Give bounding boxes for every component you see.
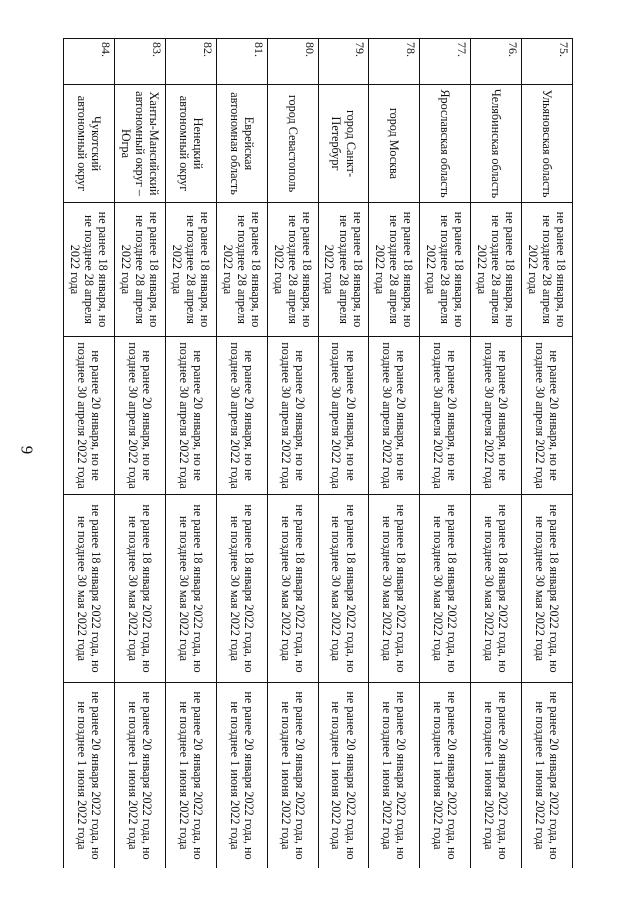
date-cell: не ранее 20 января, но не позднее 30 апреля 2022 года xyxy=(267,337,318,495)
table-row xyxy=(216,39,267,869)
date-cell: не ранее 20 января 2022 года, но не позднее 1 июня 2022 года xyxy=(471,683,522,869)
table-row xyxy=(267,39,318,869)
date-cell: не ранее 18 января 2022 года, но не позднее 30 мая 2022 года xyxy=(420,495,471,683)
row-number: 83. xyxy=(114,39,165,85)
date-cell: не ранее 18 января, но не позднее 28 апреля 2022 года xyxy=(471,203,522,337)
date-cell: не ранее 20 января 2022 года, но не позднее 1 июня 2022 года xyxy=(318,683,369,869)
date-cell: не ранее 18 января, но не позднее 28 апреля 2022 года xyxy=(420,203,471,337)
table-row xyxy=(114,39,165,869)
row-number: 75. xyxy=(522,39,573,85)
date-cell: не ранее 20 января, но не позднее 30 апреля 2022 года xyxy=(471,337,522,495)
date-cell: не ранее 20 января, но не позднее 30 апреля 2022 года xyxy=(114,337,165,495)
row-number: 84. xyxy=(64,39,115,85)
date-cell: не ранее 18 января 2022 года, но не позднее 30 мая 2022 года xyxy=(165,495,216,683)
date-cell: не ранее 20 января 2022 года, но не позднее 1 июня 2022 года xyxy=(267,683,318,869)
date-cell: не ранее 20 января 2022 года, но не позднее 1 июня 2022 года xyxy=(522,683,573,869)
date-cell: не ранее 18 января, но не позднее 28 апреля 2022 года xyxy=(114,203,165,337)
region-name: Еврейская автономная область xyxy=(216,85,267,203)
region-name: Чукотский автономный округ xyxy=(64,85,115,203)
table-row xyxy=(318,39,369,869)
region-name: город Севастополь xyxy=(267,85,318,203)
date-cell: не ранее 18 января, но не позднее 28 апреля 2022 года xyxy=(267,203,318,337)
row-number: 80. xyxy=(267,39,318,85)
date-cell: не ранее 18 января 2022 года, но не позднее 30 мая 2022 года xyxy=(318,495,369,683)
region-name: Ненецкий автономный округ xyxy=(165,85,216,203)
date-cell: не ранее 18 января 2022 года, но не позднее 30 мая 2022 года xyxy=(114,495,165,683)
date-cell: не ранее 20 января 2022 года, но не позднее 1 июня 2022 года xyxy=(114,683,165,869)
table-row xyxy=(165,39,216,869)
date-cell: не ранее 20 января 2022 года, но не позднее 1 июня 2022 года xyxy=(420,683,471,869)
date-cell: не ранее 18 января 2022 года, но не позднее 30 мая 2022 года xyxy=(369,495,420,683)
date-cell: не ранее 20 января, но не позднее 30 апреля 2022 года xyxy=(420,337,471,495)
row-number: 77. xyxy=(420,39,471,85)
table-row xyxy=(369,39,420,869)
table-row xyxy=(420,39,471,869)
row-number: 76. xyxy=(471,39,522,85)
date-cell: не ранее 18 января 2022 года, но не позднее 30 мая 2022 года xyxy=(216,495,267,683)
schedule-table xyxy=(63,38,573,868)
table-row xyxy=(471,39,522,869)
table-row xyxy=(64,39,115,869)
region-name: город Москва xyxy=(369,85,420,203)
page-number: 9 xyxy=(17,445,37,455)
table-frame xyxy=(63,38,573,868)
date-cell: не ранее 20 января, но не позднее 30 апреля 2022 года xyxy=(64,337,115,495)
date-cell: не ранее 18 января, но не позднее 28 апреля 2022 года xyxy=(165,203,216,337)
row-number: 82. xyxy=(165,39,216,85)
date-cell: не ранее 20 января, но не позднее 30 апреля 2022 года xyxy=(318,337,369,495)
date-cell: не ранее 20 января 2022 года, но не позднее 1 июня 2022 года xyxy=(64,683,115,869)
date-cell: не ранее 20 января, но не позднее 30 апреля 2022 года xyxy=(369,337,420,495)
date-cell: не ранее 18 января, но не позднее 28 апреля 2022 года xyxy=(522,203,573,337)
date-cell: не ранее 20 января 2022 года, но не позднее 1 июня 2022 года xyxy=(216,683,267,869)
date-cell: не ранее 18 января, но не позднее 28 апреля 2022 года xyxy=(64,203,115,337)
date-cell: не ранее 18 января 2022 года, но не позднее 30 мая 2022 года xyxy=(267,495,318,683)
date-cell: не ранее 18 января, но не позднее 28 апреля 2022 года xyxy=(318,203,369,337)
region-name: Челябинская область xyxy=(471,85,522,203)
date-cell: не ранее 18 января 2022 года, но не позднее 30 мая 2022 года xyxy=(64,495,115,683)
date-cell: не ранее 20 января, но не позднее 30 апреля 2022 года xyxy=(522,337,573,495)
date-cell: не ранее 20 января 2022 года, но не позднее 1 июня 2022 года xyxy=(369,683,420,869)
schedule-table-body xyxy=(64,39,573,869)
date-cell: не ранее 18 января 2022 года, но не позднее 30 мая 2022 года xyxy=(522,495,573,683)
date-cell: не ранее 20 января 2022 года, но не позднее 1 июня 2022 года xyxy=(165,683,216,869)
region-name: Ханты-Мансийский автономный округ – Югра xyxy=(114,85,165,203)
row-number: 81. xyxy=(216,39,267,85)
region-name: Ярославская область xyxy=(420,85,471,203)
date-cell: не ранее 18 января, но не позднее 28 апреля 2022 года xyxy=(369,203,420,337)
date-cell: не ранее 18 января 2022 года, но не позднее 30 мая 2022 года xyxy=(471,495,522,683)
row-number: 78. xyxy=(369,39,420,85)
date-cell: не ранее 18 января, но не позднее 28 апреля 2022 года xyxy=(216,203,267,337)
region-name: Ульяновская область xyxy=(522,85,573,203)
row-number: 79. xyxy=(318,39,369,85)
rotated-table-area xyxy=(63,38,573,868)
table-row xyxy=(522,39,573,869)
region-name: город Санкт-Петербург xyxy=(318,85,369,203)
date-cell: не ранее 20 января, но не позднее 30 апреля 2022 года xyxy=(216,337,267,495)
date-cell: не ранее 20 января, но не позднее 30 апреля 2022 года xyxy=(165,337,216,495)
